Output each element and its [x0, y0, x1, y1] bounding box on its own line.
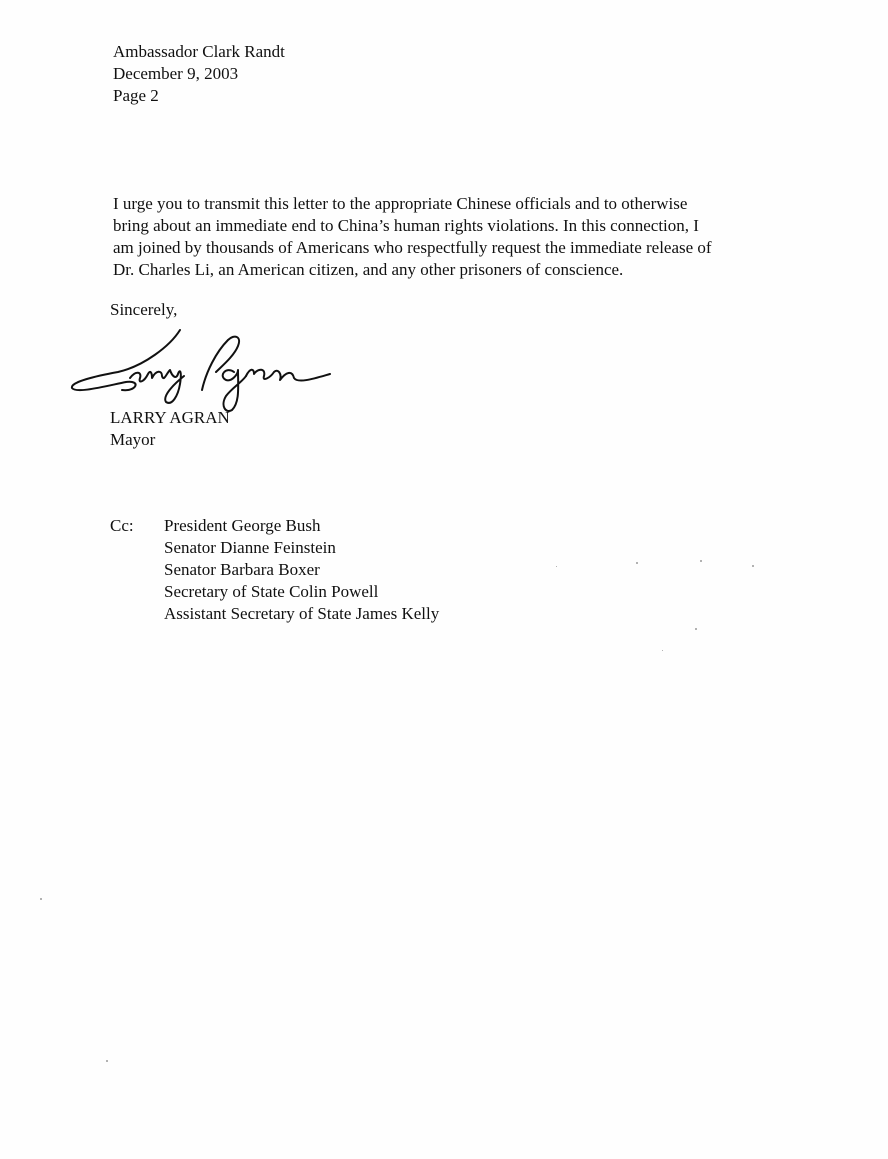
scan-speck	[106, 1060, 108, 1062]
cc-recipient-list	[164, 515, 439, 625]
body-line: Dr. Charles Li, an American citizen, and any other prisoners of conscience.	[113, 260, 624, 279]
closing-salutation: Sincerely,	[110, 300, 178, 319]
cc-recipient: Secretary of State Colin Powell	[164, 582, 379, 601]
scan-speck	[695, 628, 697, 630]
scan-speck	[700, 560, 702, 562]
signer-title: Mayor	[110, 430, 156, 449]
cc-recipient: President George Bush	[164, 516, 321, 535]
page-number: Page 2	[113, 86, 159, 105]
letter-date: December 9, 2003	[113, 64, 239, 83]
body-line: am joined by thousands of Americans who respectfully request the immediate release of	[113, 238, 712, 257]
scan-speck	[636, 562, 638, 564]
body-line: bring about an immediate end to China’s human rights violations. In this connection, I	[113, 216, 699, 235]
cc-recipient: Senator Dianne Feinstein	[164, 538, 336, 557]
signer-name: LARRY AGRAN	[110, 408, 230, 427]
letter-header	[113, 41, 285, 107]
scan-speck	[556, 566, 557, 567]
scan-speck	[662, 650, 663, 651]
cc-recipient: Senator Barbara Boxer	[164, 560, 320, 579]
body-paragraph	[113, 193, 793, 281]
scan-speck	[40, 898, 42, 900]
cc-label: Cc:	[110, 516, 134, 535]
cc-recipient: Assistant Secretary of State James Kelly	[164, 604, 440, 623]
handwritten-signature	[66, 326, 336, 416]
body-line: I urge you to transmit this letter to the appropriate Chinese officials and to otherwise	[113, 194, 688, 213]
scan-speck	[752, 565, 754, 567]
recipient-name: Ambassador Clark Randt	[113, 42, 285, 61]
